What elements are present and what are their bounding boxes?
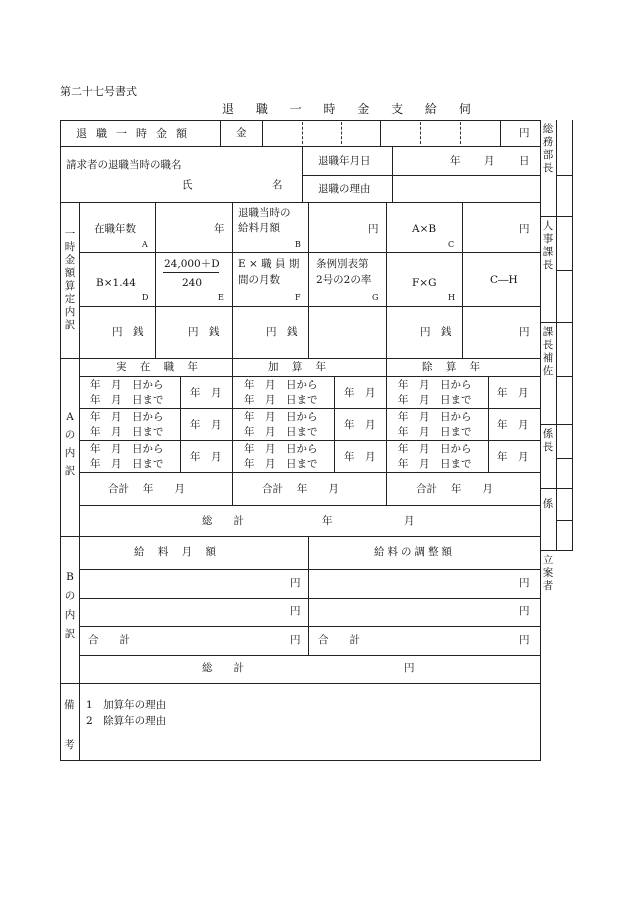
period-from: 年 月 日から <box>244 411 318 423</box>
b-times-144: B×1.44 <box>96 277 136 289</box>
approval-drafter: 立案者 <box>542 554 554 592</box>
approval-staff: 係 <box>542 498 554 510</box>
rate-label-1: 条例別表第 <box>316 258 369 270</box>
fraction-top: 24,000＋D <box>164 258 220 270</box>
calc-section-label: 一時金額算定内訳 <box>64 228 76 331</box>
a-total-month: 月 <box>404 515 415 527</box>
position-label: 請求者の退職当時の職名 <box>66 159 182 171</box>
remarks-label-2: 考 <box>64 739 75 751</box>
a-subtotal-3: 合計 年 月 <box>416 483 493 495</box>
b-total-yen: 円 <box>404 662 415 674</box>
period-ym: 年 月 <box>497 419 529 431</box>
b-col-salary: 給 料 月 額 <box>134 546 222 558</box>
b-yen: 円 <box>519 577 530 589</box>
yen-5: 円 <box>519 326 530 338</box>
period-to: 年 月 日まで <box>398 458 472 470</box>
form-number: 第二十七号書式 <box>60 85 137 98</box>
period-from: 年 月 日から <box>90 379 164 391</box>
a-col-added: 加 算 年 <box>268 361 332 373</box>
salary-yen: 円 <box>368 223 379 235</box>
period-to: 年 月 日まで <box>244 426 318 438</box>
yen-sen-4: 円 銭 <box>420 326 452 338</box>
period-to: 年 月 日まで <box>90 394 164 406</box>
name-label-1: 氏 <box>182 179 193 191</box>
period-ym: 年 月 <box>497 387 529 399</box>
day-label: 日 <box>519 155 530 167</box>
period-from: 年 月 日から <box>398 411 472 423</box>
b-section-label: Bの内訳 <box>64 571 76 640</box>
b-sum-label: 合 計 <box>318 634 360 646</box>
b-col-adjust: 給料の調整額 <box>374 546 455 558</box>
yen-sen-3: 円 銭 <box>266 326 298 338</box>
yen-sen-2: 円 銭 <box>188 326 220 338</box>
label-g: G <box>372 293 379 302</box>
period-ym: 年 月 <box>190 387 222 399</box>
page-title: 退 職 一 時 金 支 給 伺 <box>222 102 480 116</box>
a-section-label: Aの内訳 <box>64 411 76 477</box>
period-ym: 年 月 <box>497 451 529 463</box>
c-yen: 円 <box>519 223 530 235</box>
lump-sum-prefix: 金 <box>236 127 247 139</box>
a-subtotal-2: 合計 年 月 <box>262 483 339 495</box>
b-yen: 円 <box>519 634 530 646</box>
approval-general-manager: 総務部長 <box>542 123 554 174</box>
remarks-line-2: 2 除算年の理由 <box>86 715 167 727</box>
period-from: 年 月 日から <box>244 443 318 455</box>
lump-sum-label: 退職一時金額 <box>76 127 196 140</box>
period-ym: 年 月 <box>190 419 222 431</box>
approval-subsection-chief: 係長 <box>542 428 554 453</box>
remarks-line-1: 1 加算年の理由 <box>86 699 167 711</box>
a-total-year: 年 <box>322 515 333 527</box>
a-col-actual: 実 在 職 年 <box>116 361 204 373</box>
c-minus-h: C―H <box>490 274 518 286</box>
f-times-g: F×G <box>412 277 437 289</box>
rate-label-2: 2号の2の率 <box>316 274 372 286</box>
fraction-bottom: 240 <box>182 277 203 289</box>
year-unit: 年 <box>214 223 225 235</box>
b-sum-label: 合 計 <box>88 634 130 646</box>
label-d: D <box>142 293 149 302</box>
period-ym: 年 月 <box>344 387 376 399</box>
years-label: 在職年数 <box>94 223 136 235</box>
remarks-label-1: 備 <box>64 699 75 711</box>
b-yen: 円 <box>519 605 530 617</box>
label-b: B <box>295 240 301 249</box>
a-subtotal-1: 合計 年 月 <box>108 483 185 495</box>
label-a: A <box>142 240 148 249</box>
label-f: F <box>295 293 301 302</box>
name-label-2: 名 <box>272 179 283 191</box>
b-yen: 円 <box>290 605 301 617</box>
a-times-b: A×B <box>412 223 437 235</box>
period-ym: 年 月 <box>344 451 376 463</box>
period-ym: 年 月 <box>190 451 222 463</box>
period-to: 年 月 日まで <box>90 426 164 438</box>
salary-label-2: 給料月額 <box>238 222 280 234</box>
period-from: 年 月 日から <box>398 443 472 455</box>
reason-label: 退職の理由 <box>318 183 371 195</box>
year-label: 年 <box>450 155 461 167</box>
yen-sen-1: 円 銭 <box>112 326 144 338</box>
period-to: 年 月 日まで <box>244 394 318 406</box>
period-to: 年 月 日まで <box>244 458 318 470</box>
approval-deputy-chief: 課長補佐 <box>542 326 554 377</box>
label-c: C <box>448 240 455 249</box>
a-total-label: 総 計 <box>202 515 244 527</box>
retire-date-label: 退職年月日 <box>318 155 371 167</box>
label-h: H <box>448 293 455 302</box>
period-ym: 年 月 <box>344 419 376 431</box>
lump-sum-unit: 円 <box>519 127 530 139</box>
months-label-1: E × 職 員 期 <box>238 258 300 270</box>
salary-label-1: 退職当時の <box>238 207 291 219</box>
period-to: 年 月 日まで <box>398 394 472 406</box>
period-from: 年 月 日から <box>398 379 472 391</box>
b-yen: 円 <box>290 634 301 646</box>
a-col-excluded: 除 算 年 <box>422 361 486 373</box>
period-from: 年 月 日から <box>244 379 318 391</box>
period-to: 年 月 日まで <box>398 426 472 438</box>
period-from: 年 月 日から <box>90 443 164 455</box>
period-from: 年 月 日から <box>90 411 164 423</box>
approval-hr-chief: 人事課長 <box>542 220 554 271</box>
b-total-label: 総 計 <box>202 662 244 674</box>
b-yen: 円 <box>290 577 301 589</box>
period-to: 年 月 日まで <box>90 458 164 470</box>
label-e: E <box>218 293 224 302</box>
months-label-2: 間の月数 <box>238 274 280 286</box>
month-label: 月 <box>484 155 495 167</box>
